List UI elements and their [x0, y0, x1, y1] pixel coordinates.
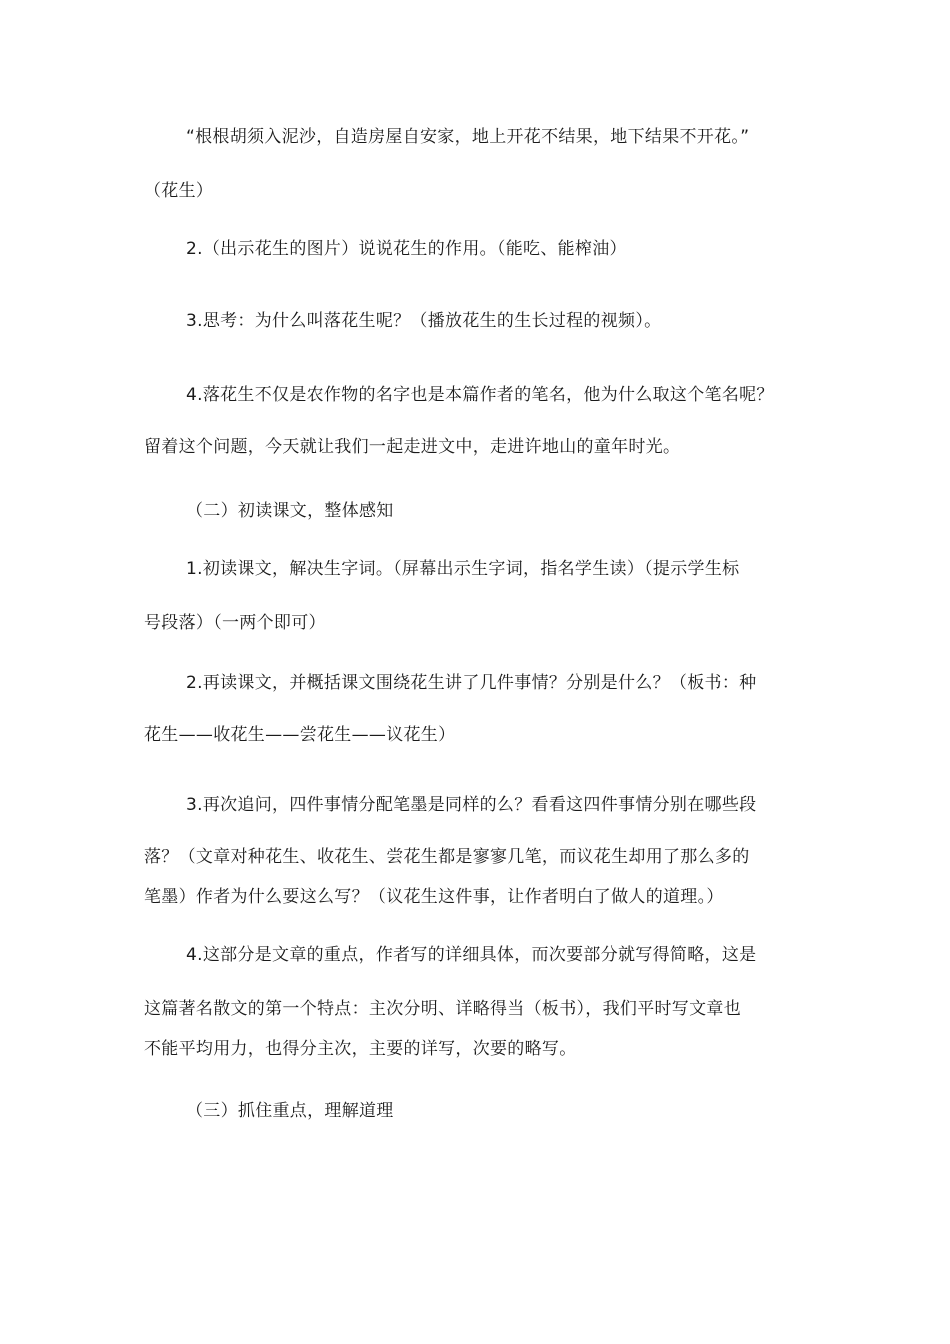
section-2-heading: （二）初读课文，整体感知	[186, 501, 394, 521]
section-2-item-1-line-2: 号段落）（一两个即可）	[144, 613, 326, 633]
section-2-item-4-line-1: 4.这部分是文章的重点，作者写的详细具体，而次要部分就写得简略，这是	[186, 945, 757, 965]
riddle-text: “根根胡须入泥沙，自造房屋自安家，地上开花不结果，地下结果不开花。”	[186, 127, 750, 147]
section-2-item-2-line-1: 2.再读课文，并概括课文围绕花生讲了几件事情？分别是什么？（板书：种	[186, 673, 757, 693]
step-4-text-line-1: 4.落花生不仅是农作物的名字也是本篇作者的笔名，他为什么取这个笔名呢？	[186, 385, 774, 405]
section-2-item-2-line-2: 花生——收花生——尝花生——议花生）	[144, 725, 456, 745]
section-2-item-1-line-1: 1.初读课文，解决生字词。（屏幕出示生字词，指名学生读）（提示学生标	[186, 559, 740, 579]
section-2-item-4-line-2: 这篇著名散文的第一个特点：主次分明、详略得当（板书），我们平时写文章也	[144, 999, 741, 1019]
section-3-heading: （三）抓住重点，理解道理	[186, 1101, 394, 1121]
step-3-text: 3.思考：为什么叫落花生呢？（播放花生的生长过程的视频）。	[186, 311, 662, 331]
section-2-item-4-line-3: 不能平均用力，也得分主次，主要的详写，次要的略写。	[144, 1039, 577, 1059]
step-2-text: 2.（出示花生的图片）说说花生的作用。（能吃、能榨油）	[186, 239, 627, 259]
section-2-item-3-line-3: 笔墨）作者为什么要这么写？（议花生这件事，让作者明白了做人的道理。）	[144, 887, 724, 907]
step-4-text-line-2: 留着这个问题，今天就让我们一起走进文中，走进许地山的童年时光。	[144, 437, 681, 457]
riddle-answer: （花生）	[144, 181, 214, 201]
section-2-item-3-line-2: 落？（文章对种花生、收花生、尝花生都是寥寥几笔，而议花生却用了那么多的	[144, 847, 750, 867]
section-2-item-3-line-1: 3.再次追问，四件事情分配笔墨是同样的么？看看这四件事情分别在哪些段	[186, 795, 757, 815]
